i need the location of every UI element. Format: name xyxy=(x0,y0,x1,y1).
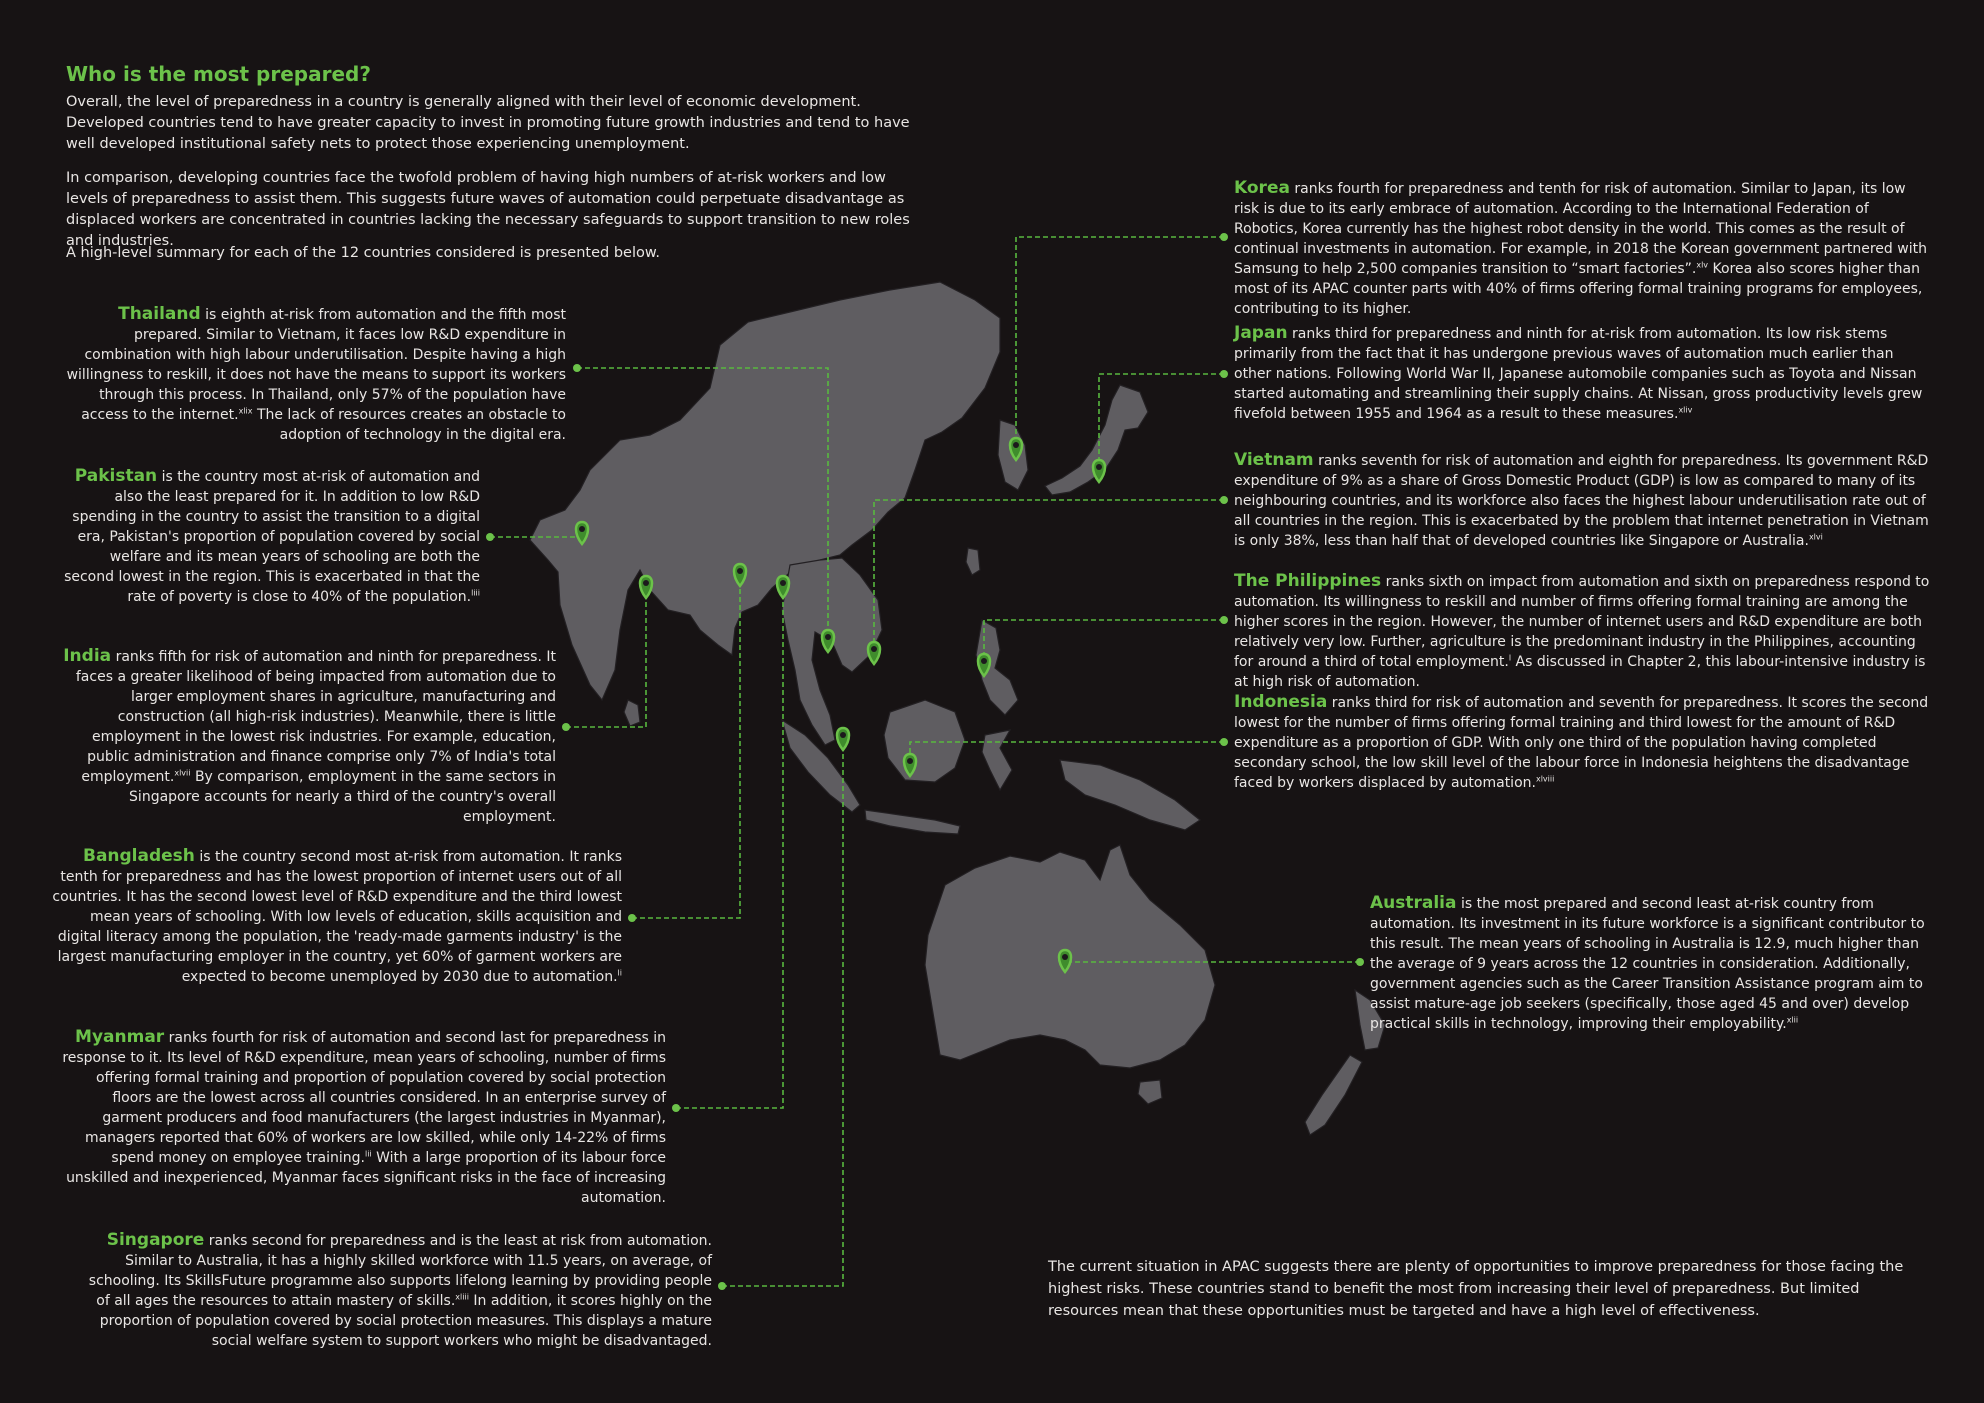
country-name-thailand: Thailand xyxy=(118,304,201,324)
leader-philippines xyxy=(984,620,1224,664)
pin-singapore-icon xyxy=(837,728,849,750)
ref-pakistan: liii xyxy=(471,588,480,598)
country-text2-korea: Korea also scores higher than most of its APAC counter parts with 40% of firms offering formal training programs for employees, contributing to its higher. xyxy=(1234,261,1923,317)
dot-korea xyxy=(1220,233,1228,241)
country-text2-myanmar: With a large proportion of its labour force unskilled and inexperienced, Myanmar faces significant risks in the face of increasing automation. xyxy=(66,1150,666,1206)
dot-indonesia xyxy=(1220,738,1228,746)
dot-thailand xyxy=(573,364,581,372)
country-block-philippines xyxy=(1234,571,1934,692)
country-text2-india: By comparison, employment in the same sectors in Singapore accounts for nearly a third of the country's overall employment. xyxy=(129,769,556,825)
landmass-asia xyxy=(530,282,1000,700)
landmass-new-zealand-south xyxy=(1305,1055,1362,1135)
ref-myanmar: lii xyxy=(364,1149,372,1159)
country-text2-philippines: As discussed in Chapter 2, this labour-intensive industry is at high risk of automation. xyxy=(1234,654,1926,690)
country-name-pakistan: Pakistan xyxy=(74,466,158,486)
country-text-india: ranks fifth for risk of automation and ninth for preparedness. It faces a greater likelihood of being impacted from automation due to larger employment shares in agriculture, manufacturing and construction (all high-risk industries). Meanwhile, there is little employment in the lowest risk industries. For example, education, public administration and finance comprise only 7% of India's total employment. xyxy=(75,649,556,785)
ref-korea: xlv xyxy=(1696,260,1709,270)
country-name-vietnam: Vietnam xyxy=(1234,450,1314,470)
dot-japan xyxy=(1220,370,1228,378)
ref-japan: xliv xyxy=(1678,405,1693,415)
pin-vietnam-icon xyxy=(868,642,880,664)
landmass-java xyxy=(865,810,960,834)
country-name-japan: Japan xyxy=(1234,323,1288,343)
dot-india xyxy=(562,723,570,731)
landmass-new-guinea xyxy=(1060,760,1200,830)
ref-australia: xlii xyxy=(1786,1015,1799,1025)
country-block-indonesia xyxy=(1234,692,1934,793)
ref-vietnam: xlvi xyxy=(1808,532,1823,542)
country-text-myanmar: ranks fourth for risk of automation and second last for preparedness in response to it. Its level of R&D expenditure, mean years of schooling, number of firms offering formal training and proportion of population covered by social protection floors are the lowest across all countries considered. In an enterprise survey of garment producers and food manufacturers (the largest industries in Myanmar), managers reported that 60% of workers are low skilled, while only 14-22% of firms spend money on employee training. xyxy=(62,1030,666,1166)
country-block-bangladesh xyxy=(52,846,622,987)
country-name-myanmar: Myanmar xyxy=(75,1027,165,1047)
dot-vietnam xyxy=(1220,496,1228,504)
landmass-sri-lanka xyxy=(624,700,640,726)
landmass-tasmania xyxy=(1138,1080,1162,1104)
dot-pakistan xyxy=(486,533,494,541)
country-text-vietnam: ranks seventh for risk of automation and eighth for preparedness. Its government R&D expenditure of 9% as a share of Gross Domestic Product (GDP) is low as compared to many of its neighbouring countries, and its workforce also faces the highest labour underutilisation rate out of all countries in the region. This is exacerbated by the problem that internet penetration in Vietnam is only 38%, less than half that of developed countries like Singapore or Australia. xyxy=(1234,453,1929,549)
pin-japan-icon xyxy=(1093,460,1105,482)
country-block-pakistan xyxy=(60,466,480,607)
dot-singapore xyxy=(718,1282,726,1290)
country-name-korea: Korea xyxy=(1234,178,1290,198)
leader-myanmar xyxy=(676,590,783,1108)
country-name-australia: Australia xyxy=(1370,893,1457,913)
intro-paragraph-3: A high-level summary for each of the 12 countries considered is presented below. xyxy=(66,245,660,261)
country-text-korea: ranks fourth for preparedness and tenth for risk of automation. Similar to Japan, its low risk is due to its early embrace of automation. According to the International Federation of Robotics, Korea currently has the highest robot density in the world. This comes as the result of continual investments in automation. For example, in 2018 the Korean government partnered with Samsung to help 2,500 companies transition to “smart factories”. xyxy=(1234,181,1927,277)
country-block-myanmar xyxy=(54,1027,666,1208)
dot-bangladesh xyxy=(628,914,636,922)
landmass-borneo xyxy=(884,700,965,782)
ref-philippines: l xyxy=(1508,653,1512,663)
pin-india-icon xyxy=(640,576,652,598)
country-text-australia: is the most prepared and second least at-risk country from automation. Its investment in its future workforce is a significant contributor to this result. The mean years of schooling in Australia is 12.9, much higher than the average of 9 years across the 12 countries in consideration. Additionally, government agencies such as the Career Transition Assistance program aim to assist mature-age job seekers (specifically, those aged 45 and over) develop practical skills in technology, improving their employability. xyxy=(1370,896,1925,1032)
pin-thailand-icon xyxy=(822,630,834,652)
country-name-bangladesh: Bangladesh xyxy=(82,846,195,866)
ref-india: xlvii xyxy=(174,768,191,778)
country-block-korea xyxy=(1234,178,1934,319)
country-text-pakistan: is the country most at-risk of automation and also the least prepared for it. In addition to low R&D spending in the country to assist the transition to a digital era, Pakistan's proportion of population covered by social welfare and its mean years of schooling are both the second lowest in the region. This is exacerbated in that the rate of poverty is close to 40% of the population. xyxy=(64,469,480,605)
ref-bangladesh: li xyxy=(617,968,622,978)
ref-singapore: xliii xyxy=(455,1292,469,1302)
intro-paragraph-1: Overall, the level of preparedness in a country is generally aligned with their level of economic development. Developed countries tend to have greater capacity to invest in promoting future growth industries and tend to have well developed institutional safety nets to protect those experiencing unemployment. xyxy=(66,94,910,152)
page-title: Who is the most prepared? xyxy=(66,62,371,86)
dot-philippines xyxy=(1220,616,1228,624)
dot-myanmar xyxy=(672,1104,680,1112)
leader-vietnam xyxy=(874,500,1224,652)
country-name-philippines: The Philippines xyxy=(1234,571,1382,591)
intro-paragraph-2: In comparison, developing countries face the twofold problem of having high numbers of at-risk workers and low levels of preparedness to assist them. This suggests future waves of automation could perpetuate disadvantage as displaced workers are concentrated in countries lacking the necessary safeguards to support transition to new roles and industries. xyxy=(66,170,910,249)
ref-thailand: xlix xyxy=(238,406,253,416)
country-text-bangladesh: is the country second most at-risk from automation. It ranks tenth for preparedness and has the lowest proportion of internet users out of all countries. It has the second lowest level of R&D expenditure and the third lowest mean years of schooling. With low levels of education, skills acquisition and digital literacy among the population, the 'ready-made garments industry' is the largest manufacturing employer in the country, yet 60% of garment workers are expected to become unemployed by 2030 due to automation. xyxy=(52,849,622,985)
country-text-philippines: ranks sixth on impact from automation and sixth on preparedness respond to automation. Its willingness to reskill and number of firms offering formal training are among the higher scores in the region. However, the number of internet users and R&D expenditure are both relatively very low. Further, agriculture is the predominant industry in the Philippines, accounting for around a third of total employment. xyxy=(1234,574,1930,670)
dot-australia xyxy=(1356,958,1364,966)
country-name-indonesia: Indonesia xyxy=(1234,692,1328,712)
country-name-india: India xyxy=(63,646,112,666)
country-name-singapore: Singapore xyxy=(106,1230,205,1250)
country-block-india xyxy=(56,646,556,827)
country-text2-thailand: The lack of resources creates an obstacle to adoption of technology in the digital era. xyxy=(256,407,566,443)
country-block-japan xyxy=(1234,323,1934,424)
closing-paragraph: The current situation in APAC suggests there are plenty of opportunities to improve preparedness for those facing the highest risks. These countries stand to benefit the most from increasing their level of preparedness. But limited resources mean that these opportunities must be targeted and have a high level of effectiveness. xyxy=(1048,1259,1904,1319)
ref-indonesia: xlviii xyxy=(1535,774,1555,784)
country-text-indonesia: ranks third for risk of automation and seventh for preparedness. It scores the second lowest for the number of firms offering formal training and third lowest for the amount of R&D expenditure as a proportion of GDP. With only one third of the population having completed secondary school, the low skill level of the labour force in Indonesia heightens the disadvantage faced by workers displaced by automation. xyxy=(1234,695,1929,791)
landmass-taiwan xyxy=(966,548,980,575)
country-block-singapore xyxy=(82,1230,712,1351)
country-text-japan: ranks third for preparedness and ninth for at-risk from automation. Its low risk stems primarily from the fact that it has undergone previous waves of automation much earlier than other nations. Following World War II, Japanese automobile companies such as Toyota and Nissan started automating and streamlining their supply chains. At Nissan, gross productivity levels grew fivefold between 1955 and 1964 as a result to these measures. xyxy=(1234,326,1923,422)
country-text-thailand: is eighth at-risk from automation and the fifth most prepared. Similar to Vietnam, it faces low R&D expenditure in combination with high labour underutilisation. Despite having a high willingness to reskill, it does not have the means to support its workers through this process. In Thailand, only 57% of the population have access to the internet. xyxy=(66,307,566,423)
country-text-singapore: ranks second for preparedness and is the least at risk from automation. Similar to Australia, it has a highly skilled workforce with 11.5 years, on average, of schooling. Its SkillsFuture programme also supports lifelong learning by providing people of all ages the resources to attain mastery of skills. xyxy=(88,1233,712,1309)
country-block-thailand xyxy=(56,304,566,445)
country-block-australia xyxy=(1370,893,1926,1034)
country-block-vietnam xyxy=(1234,450,1934,551)
country-text2-singapore: In addition, it scores highly on the proportion of population covered by social protection measures. This displays a mature social welfare system to support workers who might be disadvantaged. xyxy=(99,1293,712,1349)
landmass-sulawesi xyxy=(982,730,1012,790)
